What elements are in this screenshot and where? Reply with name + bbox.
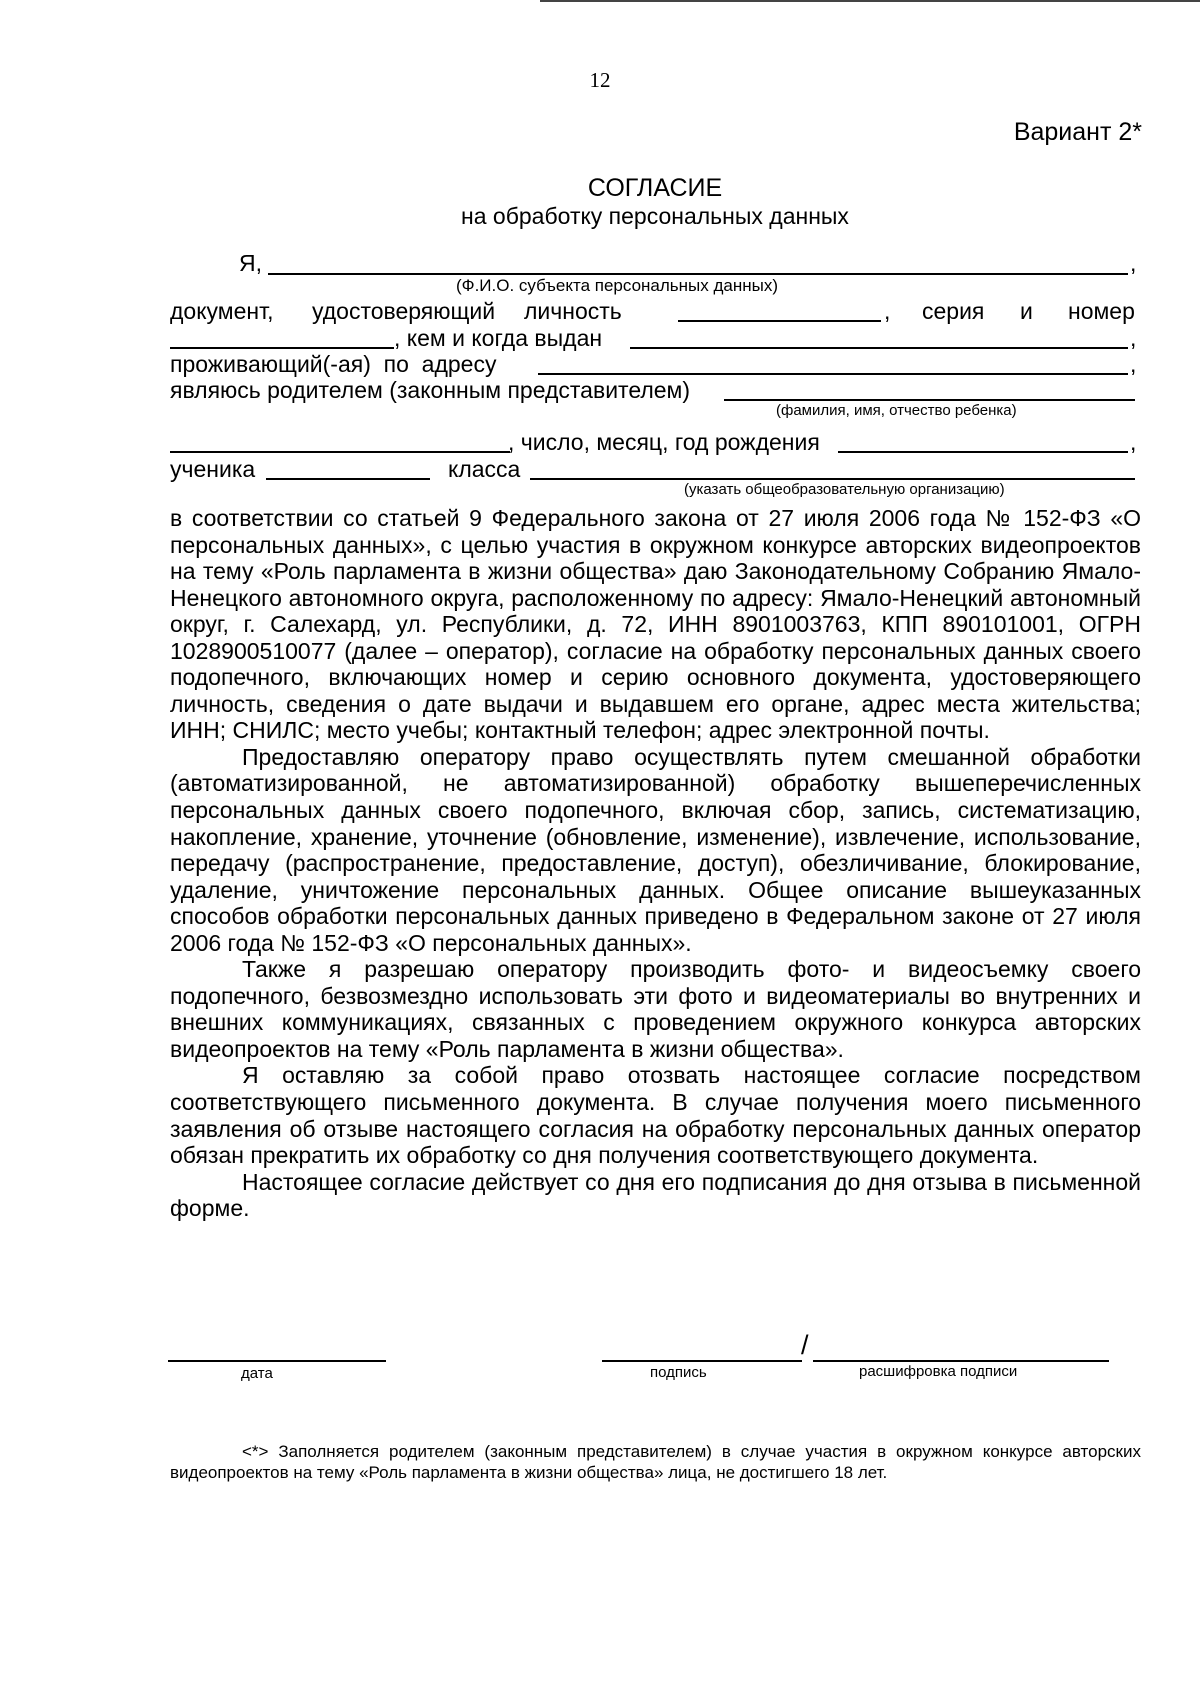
footnote-text: <*> Заполняется родителем (законным представителем) в случае участия в окружном конкурсе авторских видеопроектов на тему «Роль парламента в жизни общества» лица, не достигшего 18 лет. [170, 1442, 1141, 1482]
parent-label: являюсь родителем (законным представителем) [170, 377, 691, 403]
comma: , [1130, 351, 1137, 377]
doc-word-2: удостоверяющий [312, 298, 496, 324]
fio-field[interactable] [268, 273, 1128, 275]
caption-fio: (Ф.И.О. субъекта персональных данных) [456, 276, 779, 295]
comma: , [1130, 325, 1137, 351]
signature-caption: подпись [650, 1364, 707, 1381]
paragraph-2: Предоставляю оператору право осуществлять путем смешанной обработки (автоматизированной, не автоматизированной) обработку вышеперечисленных персональных данных своего подопечного, включая сбор, запись, систематизацию, накопление, хранение, уточнение (обновление, изменение), извлечение, использование, передачу (распространение, предоставление, доступ), обезличивание, блокирование, удаление, уничтожение персональных данных. Общее описание вышеуказанных способов обработки персональных данных приведено в Федеральном законе от 27 июля 2006 года № 152-ФЗ «О персональных данных». [170, 743, 1141, 956]
caption-org: (указать общеобразовательную организацию) [684, 481, 1005, 498]
address-field[interactable] [538, 373, 1128, 375]
student-label: ученика [170, 456, 256, 482]
footnote [170, 1441, 1141, 1483]
date-field[interactable] [168, 1360, 386, 1362]
caption-child: (фамилия, имя, отчество ребенка) [776, 402, 1017, 419]
address-label: проживающий(-ая) по адресу [170, 351, 497, 377]
paragraph-3: Также я разрешаю оператору производить фото- и видеосъемку своего подопечного, безвозмездно использовать эти фото и видеоматериалы во внутренних и внешних коммуникациях, связанных с проведением окружного конкурса авторских видеопроектов на тему «Роль парламента в жизни общества». [170, 956, 1141, 1062]
doc-word-6: номер [1068, 298, 1135, 324]
page-number: 12 [589, 68, 611, 92]
birth-label: , число, месяц, год рождения [508, 429, 820, 455]
grade-label: класса [448, 456, 521, 482]
doc-word-5: и [1020, 298, 1033, 324]
form-prefix-i: Я, [239, 250, 262, 276]
doc-word-3: личность [524, 298, 622, 324]
doc-word-1: документ, [170, 298, 274, 324]
series-number-field[interactable] [170, 347, 394, 349]
school-field[interactable] [530, 478, 1135, 480]
child-name-continued-field[interactable] [170, 451, 510, 453]
scan-edge-line [540, 0, 1200, 2]
issued-label: , кем и когда выдан [394, 325, 603, 351]
variant-label: Вариант 2* [1013, 118, 1142, 146]
document-subtitle: на обработку персональных данных [461, 203, 849, 229]
comma: , [884, 298, 891, 324]
signature-decode-field[interactable] [813, 1360, 1109, 1362]
issued-by-field[interactable] [630, 347, 1128, 349]
date-caption: дата [241, 1365, 273, 1382]
document-type-field[interactable] [678, 320, 881, 322]
consent-body [170, 505, 1141, 1222]
comma: , [1130, 429, 1137, 455]
comma: , [1130, 250, 1137, 276]
paragraph-5: Настоящее согласие действует со дня его подписания до дня отзыва в письменной форме. [170, 1168, 1141, 1222]
doc-word-4: серия [922, 298, 985, 324]
signature-slash: / [801, 1330, 809, 1360]
child-name-field[interactable] [724, 399, 1135, 401]
paragraph-4: Я оставляю за собой право отозвать настоящее согласие посредством соответствующего письменного документа. В случае получения моего письменного заявления об отзыве настоящего согласия на обработку персональных данных оператор обязан прекратить их обработку со дня получения соответствующего документа. [170, 1062, 1141, 1169]
signature-field[interactable] [602, 1360, 802, 1362]
document-title: СОГЛАСИЕ [587, 174, 723, 202]
birth-date-field[interactable] [838, 451, 1128, 453]
signature-decode-caption: расшифровка подписи [859, 1363, 1018, 1380]
paragraph-1: в соответствии со статьей 9 Федерального закона от 27 июля 2006 года № 152-ФЗ «О персональных данных», с целью участия в окружном конкурсе авторских видеопроектов на тему «Роль парламента в жизни общества» даю Законодательному Собранию Ямало-Ненецкого автономного округа, расположенному по адресу: Ямало-Ненецкий автономный округ, г. Салехард, ул. Республики, д. 72, ИНН 8901003763, КПП 890101001, ОГРН 1028900510077 (далее – оператор), согласие на обработку персональных данных своего подопечного, включающих номер и серию основного документа, удостоверяющего личность, сведения о дате выдачи и выдавшем его органе, адрес места жительства; ИНН; СНИЛС; место учебы; контактный телефон; адрес электронной почты. [170, 505, 1141, 744]
grade-field[interactable] [266, 478, 430, 480]
